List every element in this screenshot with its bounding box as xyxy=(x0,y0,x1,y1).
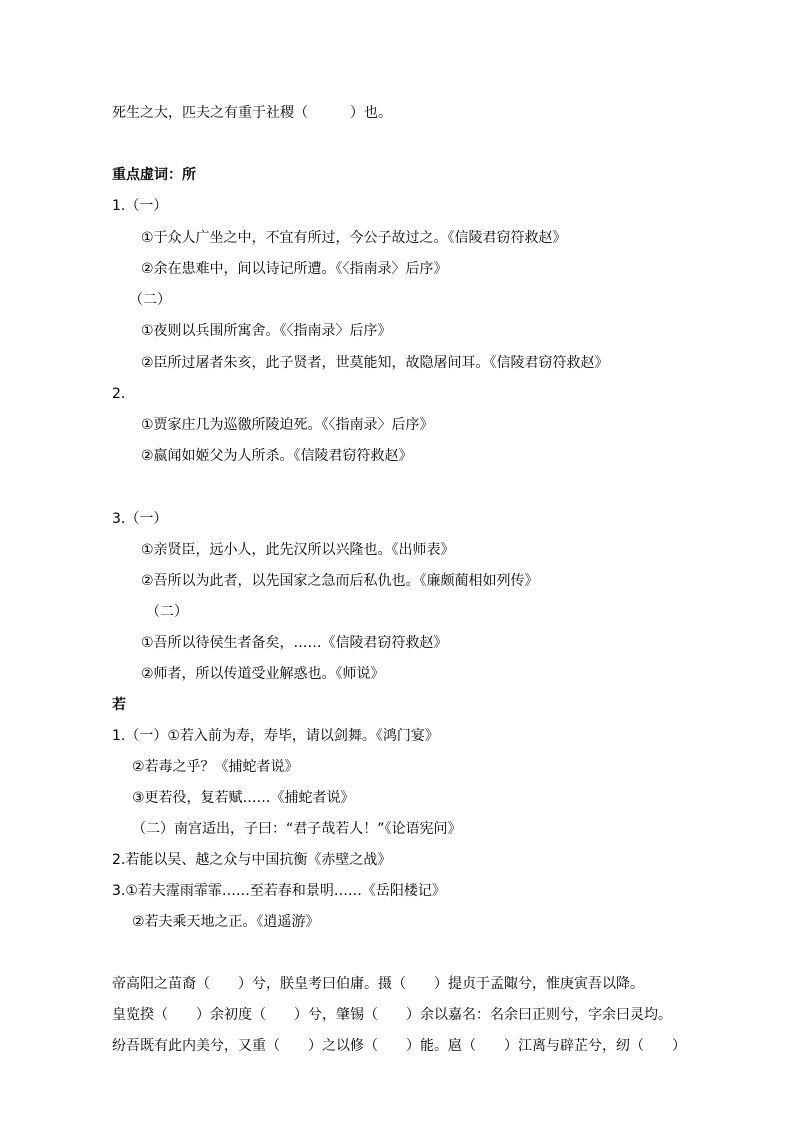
lisao-line-2: 皇览揆（ ）余初度（ ）兮，肇锡（ ）余以嘉名：名余曰正则兮，字余曰灵均。 xyxy=(112,1007,672,1023)
suo-example-1-1: ①于众人广坐之中，不宜有所过，今公子故过之。《信陵君窃符救赵》 xyxy=(141,230,567,246)
section-heading-ruo: 若 xyxy=(112,697,126,713)
ruo-example-1-3: ③更若役，复若赋……《捕蛇者说》 xyxy=(132,790,355,806)
ruo-example-3-2: ②若夫乘天地之正。《逍遥游》 xyxy=(132,914,320,930)
lisao-line-1: 帝高阳之苗裔（ ）兮，朕皇考曰伯庸。摄（ ）提贞于孟陬兮，惟庚寅吾以降。 xyxy=(112,976,644,992)
ruo-example-1-2: ②若毒之乎？《捕蛇者说》 xyxy=(132,759,299,775)
lisao-line-3: 纷吾既有此内美兮，又重（ ）之以修（ ）能。扈（ ）江离与辟芷兮，纫（ ） xyxy=(112,1038,686,1054)
suo-example-2-1: ①贾家庄几为巡徼所陵迫死。《〈指南录〉后序》 xyxy=(141,417,434,433)
suo-example-1b-2: ②臣所过屠者朱亥，此子贤者，世莫能知，故隐屠间耳。《信陵君窃符救赵》 xyxy=(141,355,609,371)
ruo-item-2: 2.若能以吴、越之众与中国抗衡《赤壁之战》 xyxy=(112,852,392,868)
suo-item-1: 1.（一） xyxy=(112,198,168,214)
suo-example-3b-1: ①吾所以待侯生者备矣，……《信陵君窃符救赵》 xyxy=(141,635,448,651)
suo-subitem-3b: （二） xyxy=(146,604,188,620)
ruo-item-3: 3.①若夫霪雨霏霏……至若春和景明……《岳阳楼记》 xyxy=(112,883,446,899)
suo-example-1b-1: ①夜则以兵围所寓舍。《〈指南录〉后序》 xyxy=(141,323,392,339)
suo-example-3-2: ②吾所以为此者，以先国家之急而后私仇也。《廉颇蔺相如列传》 xyxy=(141,573,539,589)
ruo-item-1: 1.（一）①若入前为寿，寿毕，请以剑舞。《鸿门宴》 xyxy=(112,728,439,744)
suo-example-3-1-use: ①亲贤臣，远小人，此先汉所以兴隆也。《出师表》 xyxy=(141,542,455,558)
suo-item-2: 2. xyxy=(112,386,126,402)
text-line-1: 死生之大，匹夫之有重于社稷（ ）也。 xyxy=(112,105,392,121)
suo-example-3b-2: ②师者，所以传道受业解惑也。《师说》 xyxy=(141,666,385,682)
suo-item-3: 3.（一） xyxy=(112,511,168,527)
section-heading-suo: 重点虚词：所 xyxy=(112,167,196,183)
suo-subitem-2: （二） xyxy=(129,292,171,308)
ruo-subitem-2: （二）南宫适出，子曰：“君子哉若人！”《论语宪问》 xyxy=(132,821,462,837)
suo-example-2-2: ②嬴闻如姬父为人所杀。《信陵君窃符救赵》 xyxy=(141,448,413,464)
suo-example-1-2: ②余在患难中，间以诗记所遭。《〈指南录〉后序》 xyxy=(141,261,448,277)
